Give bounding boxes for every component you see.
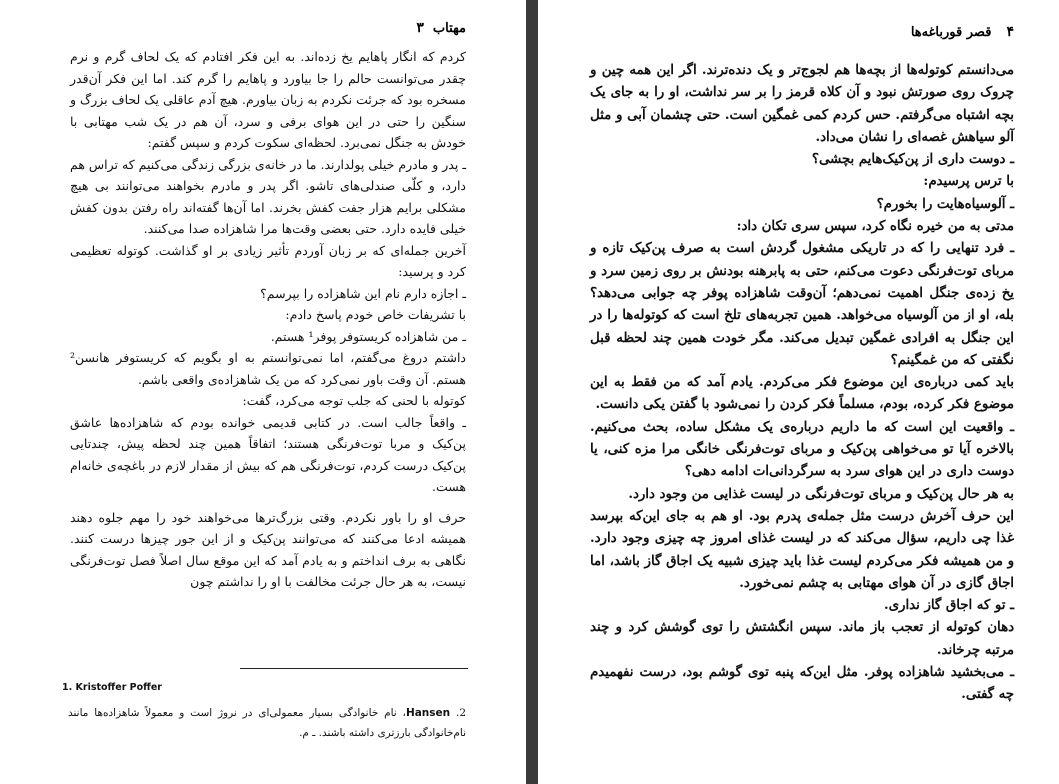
right-page — [538, 0, 1059, 784]
paragraph: ـ اجازه دارم نام این شاهزاده را بپرسم؟ — [260, 285, 466, 301]
book-gutter — [526, 0, 538, 784]
paragraph: این حرف آخرش درست مثل جمله‌ی پدرم بود. او هم به جای این‌که بپرسد غذا چی داریم، سؤال می‌کند که در لیست غذای امروز چه چیزی وجود دارد. و من همیشه فکر می‌کردم لیست غذا باید چیزی شبیه یک اجاق گاز باشد، اما اجاق گازی در آن هوای مهتابی به چشم نمی‌خورد. — [590, 508, 1014, 591]
paragraph: مدتی به من خیره نگاه کرد، سپس سری تکان داد: — [736, 219, 1014, 235]
left-page-body — [70, 46, 466, 593]
right-page-header — [911, 24, 1014, 40]
right-page-number: ۴ — [1006, 24, 1014, 40]
paragraph: ـ واقعاً جالب است. در کتابی قدیمی خوانده بودم که شاهزاده‌ها عاشق پن‌کیک و مربا توت‌فرنگی هستند؛ اتفاقاً همین چند لحظه پیش، چندتایی پن‌کیک درست کردم، توت‌فرنگی هم که بیش از مقدار لازم در باغچه‌ی خانه‌ام هست. — [70, 414, 466, 494]
footnote-1: 1. Kristoffer Poffer — [62, 682, 162, 693]
paragraph: ـ واقعیت این است که ما داریم درباره‌ی یک مشکل ساده، بحث می‌کنیم. بالاخره آیا تو می‌خواهی پن‌کیک و مربای توت‌فرنگی خانگی مرا مزه کنی، یا دوست داری در این هوای سرد به سرگردانی‌ات ادامه دهی؟ — [590, 419, 1014, 480]
paragraph: ـ دوست داری از پن‌کیک‌هایم بچشی؟ — [811, 152, 1014, 168]
paragraph: ـ پدر و مادرم خیلی پولدارند. ما در خانه‌ی بزرگی زندگی می‌کنیم که تراس هم دارد، و کلّی صندلی‌های تاشو. اگر پدر و مادرم بخواهند می‌توانند بی هیچ مشکلی برایم هزار جفت کفش بخرند. اما آن‌ها گفته‌اند راه رفتن بدون کفش خیلی فایده دارد. حتی بعضی وقت‌ها مرا شاهزاده صدا می‌کنند. — [70, 156, 466, 236]
left-page-title: مهتاب — [432, 21, 466, 36]
paragraph: ـ آلوسیاه‌هایت را بخورم؟ — [876, 196, 1014, 212]
paragraph: ـ تو که اجاق گاز نداری. — [884, 598, 1014, 614]
paragraph: باید کمی درباره‌ی این موضوع فکر می‌کردم. یادم آمد که من فقط به این موضوع فکر کرده، بودم، مسلماً فکر کردن را نمی‌شود با گفتن یکی دانست. — [590, 375, 1014, 413]
paragraph: با تشریفات خاص خودم پاسخ دادم: — [285, 307, 466, 322]
paragraph: می‌دانستم کوتوله‌ها از بچه‌ها هم لجوج‌تر و یک دنده‌ترند. اگر این همه چین و چروک روی صورتش نبود و آن کلاه قرمز را بر سر نداشت، او را به جای یک بچه اشتباه می‌گرفتم. حس کردم کمی غمگین است. حتی چشمان آبی و مثل آلو سیاهش غصه‌ای را نشان می‌داد. — [590, 63, 1014, 145]
paragraph: داشتم دروغ می‌گفتم، اما نمی‌توانستم به او بگویم که کریستوفر هانسن² هستم. آن وقت باور نمی‌کرد که من یک شاهزاده‌ی واقعی باشم. — [70, 350, 466, 387]
left-page-number: ۳ — [416, 20, 424, 36]
right-page-body — [590, 60, 1014, 707]
left-page-header — [410, 20, 466, 36]
paragraph: به هر حال پن‌کیک و مربای توت‌فرنگی در لیست غذایی من وجود دارد. — [628, 486, 1014, 502]
footnote-2-number: 2. — [455, 707, 466, 719]
paragraph: آخرین جمله‌ای که بر زبان آوردم تأثیر زیادی بر او گذاشت. کوتوله تعظیمی کرد و پرسید: — [70, 242, 466, 279]
paragraph: ـ من شاهزاده کریستوفر پوفر¹ هستم. — [270, 328, 466, 344]
paragraph: دهان کوتوله از تعجب باز ماند. سپس انگشتش را توی گوشش کرد و چند مرتبه چرخاند. — [590, 620, 1014, 658]
paragraph: ـ فرد تنهایی را که در تاریکی مشغول گردش است به صرف پن‌کیک تازه و مربای توت‌فرنگی دعوت می‌کنم، حتی به پابرهنه بودنش بر روی زمین سرد و یخ زده‌ی جنگل اهمیت نمی‌دهم؛ آن‌وقت شاهزاده پوفر چه جوابی می‌دهد؟ بله، او از من آلوسیاه می‌خواهد. همین تجربه‌های تلخ است که کوتوله‌ها را در این جنگل به افرادی غمگین تبدیل می‌کند. مگر خودت همین چند لحظه قبل نگفتی که من غمگینم؟ — [590, 241, 1014, 368]
footnote-divider — [240, 668, 468, 669]
footnote-2-text: ، نام خانوادگی بسیار معمولی‌ای در نروژ است و معمولاً شاهزاده‌ها مانند نام‌خانوادگی بارزتری داشته باشند. ـ م. — [68, 707, 466, 739]
left-page — [0, 0, 526, 784]
footnote-2 — [68, 703, 466, 743]
paragraph: حرف او را باور نکردم. وقتی بزرگ‌ترها می‌خواهند خود را مهم جلوه دهند همیشه ادعا می‌کنند که می‌توانند پن‌کیک و از این جور چیزها درست کنند. نگاهی به برف انداختم و به یادم آمد که این موقع سال اصلاً فصل توت‌فرنگی نیست، به هر حال جرئت مخالفت با او را نداشتم چون — [70, 509, 466, 589]
footnote-2-name: Hansen — [405, 707, 451, 719]
right-page-title: قصر قورباغه‌ها — [910, 25, 992, 40]
paragraph: کردم که انگار پاهایم یخ زده‌اند. به این فکر افتادم که یک لحاف گرم و نرم چقدر می‌توانست حالم را جا بیاورد و پاهایم را گرم کند. اما این فکر آن‌قدر مسخره بود که جرئت نکردم به زبان بیاورم. هیچ آدم عاقلی یک لحاف بزرگ و سنگین را حتی در این هوای برفی و سرد، آن هم در یک شب مهتابی با خودش به جنگل نمی‌برد. لحظه‌ای سکوت کردم و سپس گفتم: — [70, 49, 466, 150]
paragraph: با ترس پرسیدم: — [923, 174, 1014, 190]
paragraph: کوتوله با لحنی که جلب توجه می‌کرد، گفت: — [242, 393, 466, 408]
paragraph: ـ می‌بخشید شاهزاده پوفر. مثل این‌که پنبه توی گوشم بود، درست نفهمیدم چه گفتی. — [590, 665, 1014, 703]
